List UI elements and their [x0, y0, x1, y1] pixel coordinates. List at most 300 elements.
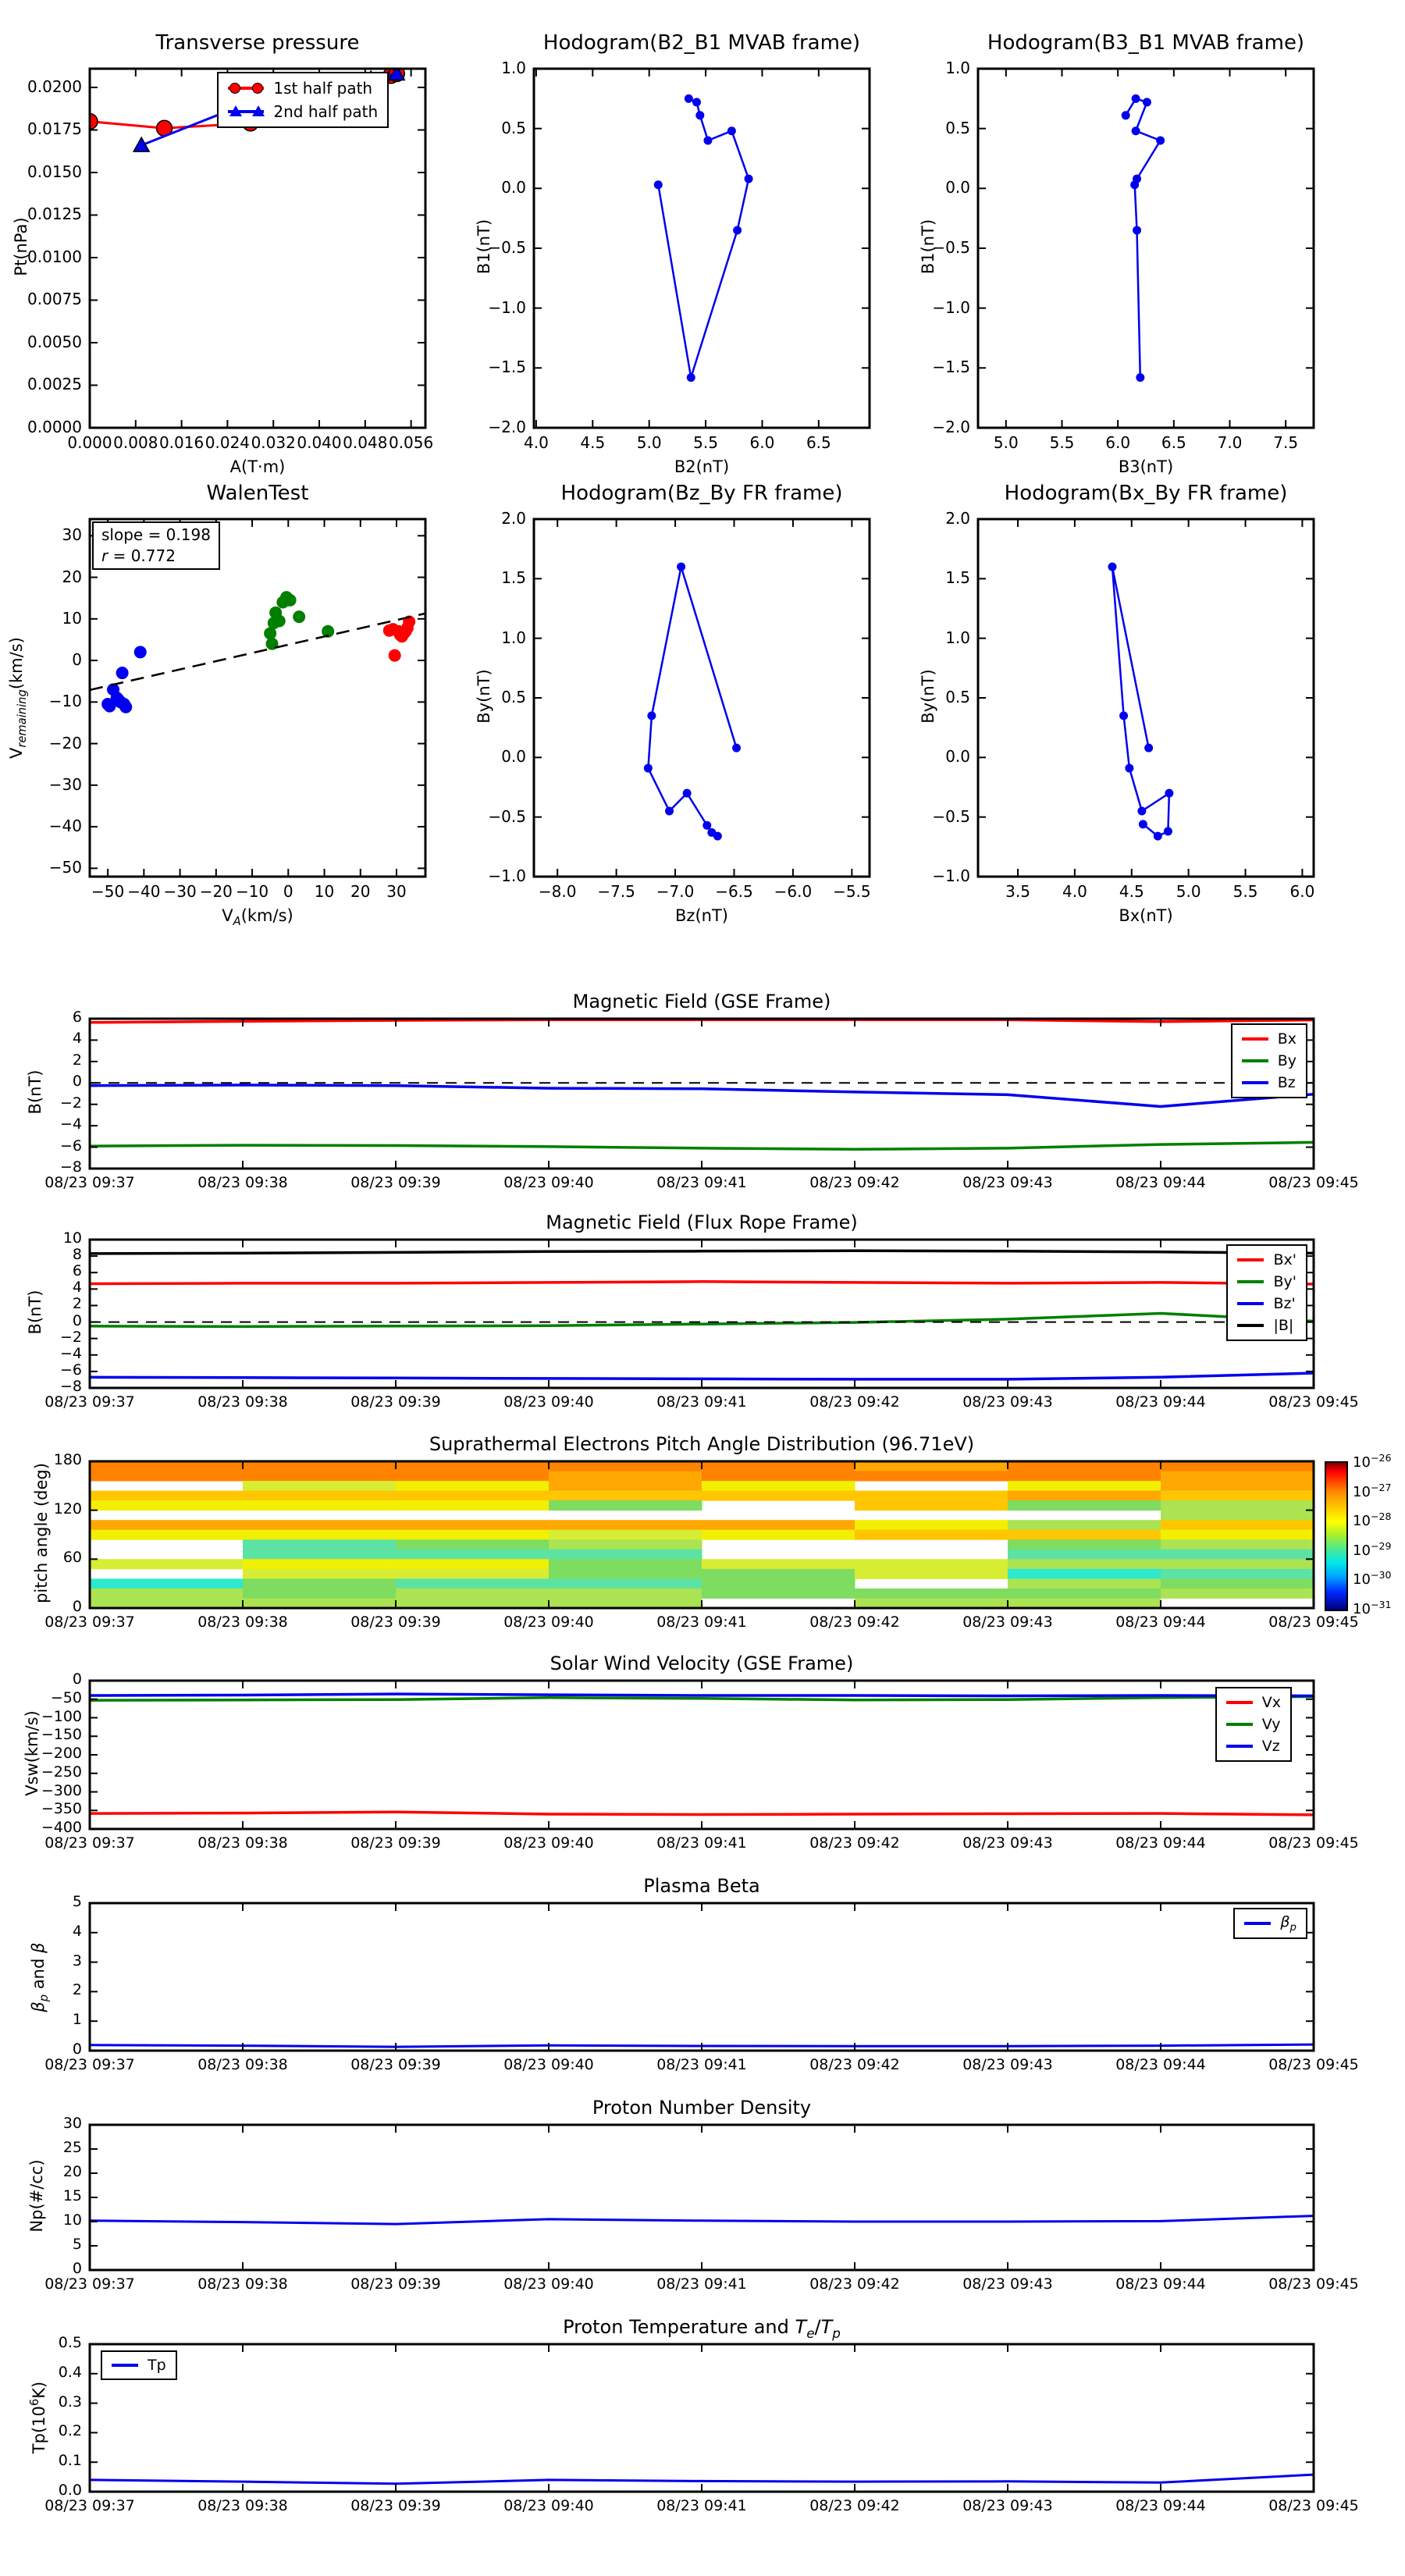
- transverse-pressure-legend-item: [228, 100, 378, 123]
- legend-line-swatch: [1237, 1280, 1264, 1283]
- walen-test-ytick-label: −20: [48, 733, 82, 753]
- beta-ytick-label: 2: [72, 1981, 82, 1999]
- pad-xtick-label: 08/23 09:42: [809, 1614, 900, 1631]
- beta-plot: [90, 1903, 1314, 2051]
- legend-line-swatch: [1237, 1302, 1264, 1305]
- legend-triangle-marker-icon: [229, 105, 242, 116]
- hodogram-b2-b1-title: Hodogram(B2_B1 MVAB frame): [542, 31, 861, 55]
- vsw-legend-item: [1226, 1713, 1281, 1735]
- tp-xtick-label: 08/23 09:45: [1268, 2497, 1359, 2514]
- tp-legend: [101, 2350, 177, 2380]
- walen-test-xtick-label: −30: [163, 882, 197, 901]
- mag-gse-plot: [90, 1019, 1314, 1169]
- hodogram-bx-by-xtick-label: 4.0: [1062, 882, 1087, 901]
- legend-triangle-marker-icon: [252, 105, 265, 116]
- transverse-pressure-xtick-label: 0.048: [343, 433, 388, 452]
- mag-gse-xtick-label: 08/23 09:44: [1115, 1174, 1206, 1191]
- pad-xtick-label: 08/23 09:39: [350, 1614, 441, 1631]
- hodogram-b2-b1-ytick-label: −1.0: [488, 297, 526, 317]
- pad-xtick-label: 08/23 09:40: [503, 1614, 594, 1631]
- vsw-xtick-label: 08/23 09:43: [962, 1834, 1053, 1852]
- vsw-ytick-label: −350: [41, 1800, 82, 1818]
- walen-test-xtick-label: 0: [283, 882, 293, 901]
- hodogram-bz-by-ylabel: By(nT): [475, 669, 493, 724]
- hodogram-bx-by-ytick-label: 1.5: [945, 568, 970, 588]
- colorbar-tick-label: $10^{-28}$: [1353, 1510, 1392, 1530]
- hodogram-b2-b1-ytick-label: 0.5: [501, 118, 526, 137]
- hodogram-bz-by-plot: [534, 519, 870, 877]
- pad-plot: [90, 1461, 1314, 1609]
- walen-test-ytick-label: 20: [62, 567, 82, 586]
- hodogram-b3-b1-xtick-label: 5.0: [993, 433, 1019, 452]
- np-density-ylabel: Np(#/cc): [27, 2159, 46, 2233]
- mag-gse-ytick-label: −8: [59, 1158, 82, 1176]
- hodogram-bx-by-xtick-label: 5.5: [1232, 882, 1258, 901]
- walen-test-xtick-label: 20: [350, 882, 371, 901]
- transverse-pressure-xtick-label: 0.000: [67, 433, 112, 452]
- hodogram-bz-by-ytick-label: 1.0: [501, 628, 526, 647]
- hodogram-bz-by-xtick-label: −8.0: [538, 882, 577, 901]
- hodogram-bz-by-xtick-label: −7.5: [597, 882, 635, 901]
- np-density-xtick-label: 08/23 09:45: [1268, 2275, 1359, 2293]
- hodogram-bx-by-xtick-label: 5.0: [1176, 882, 1201, 901]
- colorbar-tick-label: $10^{-30}$: [1353, 1569, 1392, 1589]
- pad-ylabel: pitch angle (deg): [32, 1463, 51, 1603]
- beta-ylabel: $\beta_p$ and β: [28, 1942, 52, 2012]
- hodogram-bx-by-ytick-label: 2.0: [945, 509, 970, 528]
- transverse-pressure-title: Transverse pressure: [155, 31, 360, 55]
- hodogram-b3-b1-title: Hodogram(B3_B1 MVAB frame): [987, 31, 1305, 55]
- pad-xtick-label: 08/23 09:37: [44, 1614, 135, 1631]
- transverse-pressure-ytick-label: 0.0025: [27, 375, 82, 394]
- hodogram-b3-b1-xtick-label: 5.5: [1049, 433, 1075, 452]
- mag-fr-ytick-label: −4: [59, 1344, 82, 1362]
- vsw-xtick-label: 08/23 09:39: [350, 1834, 441, 1852]
- transverse-pressure-ytick-label: 0.0050: [27, 332, 82, 351]
- np-density-ytick-label: 30: [62, 2115, 82, 2132]
- hodogram-bx-by-ylabel: By(nT): [919, 669, 937, 724]
- hodogram-b2-b1-plot: [534, 69, 870, 428]
- tp-ylabel: $Tp(10^6K)$: [28, 2381, 48, 2453]
- mag-fr-ytick-label: −8: [59, 1378, 82, 1395]
- np-density-ytick-label: 10: [62, 2211, 82, 2229]
- mag-fr-ytick-label: 2: [72, 1295, 82, 1313]
- walen-test-xtick-label: −50: [91, 882, 125, 901]
- legend-line-swatch: [1226, 1745, 1253, 1748]
- vsw-xtick-label: 08/23 09:42: [809, 1834, 900, 1852]
- np-density-ytick-label: 25: [62, 2139, 82, 2156]
- vsw-xtick-label: 08/23 09:44: [1115, 1834, 1206, 1852]
- hodogram-bx-by-ytick-label: 0.5: [945, 688, 970, 706]
- walen-test-xtick-label: −10: [235, 882, 269, 901]
- beta-xtick-label: 08/23 09:40: [503, 2056, 594, 2073]
- colorbar: [1325, 1461, 1348, 1611]
- np-density-title: Proton Number Density: [592, 2097, 812, 2119]
- mag-gse-xtick-label: 08/23 09:41: [656, 1174, 747, 1191]
- hodogram-b3-b1-ytick-label: −2.0: [932, 418, 970, 436]
- np-density-xtick-label: 08/23 09:38: [197, 2275, 288, 2293]
- mag-fr-xtick-label: 08/23 09:45: [1268, 1393, 1359, 1411]
- mag-gse-ytick-label: −2: [59, 1094, 82, 1112]
- pad-xtick-label: 08/23 09:45: [1268, 1614, 1359, 1631]
- hodogram-b3-b1-ytick-label: 1.0: [945, 59, 970, 77]
- beta-xtick-label: 08/23 09:38: [197, 2056, 288, 2073]
- mag-gse-legend-item: [1242, 1050, 1297, 1072]
- legend-label: By': [1273, 1273, 1297, 1290]
- colorbar-tick-label: $10^{-27}$: [1353, 1481, 1392, 1500]
- walen-test-ytick-label: −50: [48, 858, 82, 877]
- mag-gse-legend-item: [1242, 1072, 1297, 1094]
- hodogram-b2-b1-xtick-label: 6.5: [806, 433, 831, 452]
- mag-fr-ytick-label: 0: [72, 1311, 82, 1329]
- pad-xtick-label: 08/23 09:44: [1115, 1614, 1206, 1631]
- beta-legend: [1233, 1908, 1307, 1939]
- legend-circle-marker-icon: [229, 83, 240, 94]
- legend-line-swatch: [228, 110, 264, 113]
- legend-label: Bz: [1277, 1074, 1296, 1091]
- transverse-pressure-ytick-label: 0.0075: [27, 290, 82, 309]
- np-density-xtick-label: 08/23 09:42: [809, 2275, 900, 2293]
- pad-ytick-label: 0: [72, 1598, 82, 1615]
- hodogram-b2-b1-xlabel: B2(nT): [674, 457, 730, 476]
- transverse-pressure-ylabel: Pt(nPa): [12, 217, 30, 276]
- mag-fr-ytick-label: 8: [72, 1246, 82, 1264]
- mag-fr-xtick-label: 08/23 09:38: [197, 1393, 288, 1411]
- np-density-xtick-label: 08/23 09:44: [1115, 2275, 1206, 2293]
- transverse-pressure-xtick-label: 0.024: [205, 433, 251, 452]
- mag-fr-ytick-label: −2: [59, 1328, 82, 1346]
- colorbar-tick-label: $10^{-26}$: [1353, 1452, 1392, 1471]
- mag-fr-ytick-label: 10: [62, 1229, 82, 1247]
- hodogram-bz-by-title: Hodogram(Bz_By FR frame): [560, 482, 843, 505]
- mag-fr-legend-item: [1237, 1249, 1297, 1271]
- beta-xtick-label: 08/23 09:39: [350, 2056, 441, 2073]
- np-density-ytick-label: 15: [62, 2187, 82, 2204]
- hodogram-bx-by-ytick-label: 0.0: [945, 747, 970, 767]
- pad-title: Suprathermal Electrons Pitch Angle Distribution (96.71eV): [429, 1433, 975, 1455]
- legend-line-swatch: [1237, 1324, 1264, 1327]
- hodogram-b3-b1-ytick-label: 0.0: [945, 178, 970, 197]
- tp-xtick-label: 08/23 09:42: [809, 2497, 900, 2514]
- mag-gse-legend: [1231, 1023, 1307, 1098]
- tp-ytick-label: 0.0: [58, 2482, 82, 2499]
- tp-xtick-label: 08/23 09:39: [350, 2497, 441, 2514]
- hodogram-bz-by-xtick-label: −5.5: [833, 882, 871, 901]
- hodogram-bx-by-ytick-label: 1.0: [945, 628, 970, 647]
- colorbar-tick-label: $10^{-31}$: [1353, 1599, 1392, 1617]
- hodogram-bz-by-ytick-label: 0.0: [501, 747, 526, 767]
- walen-test-ylabel: $V_{remaining}(km/s)$: [6, 637, 30, 760]
- tp-ytick-label: 0.3: [58, 2393, 82, 2411]
- vsw-title: Solar Wind Velocity (GSE Frame): [550, 1653, 854, 1674]
- mag-fr-xtick-label: 08/23 09:39: [350, 1393, 441, 1411]
- mag-gse-ytick-label: 2: [72, 1051, 82, 1069]
- colorbar-tick-label: $10^{-29}$: [1353, 1539, 1392, 1559]
- walen-test-ytick-label: −10: [48, 692, 82, 711]
- vsw-ytick-label: −150: [41, 1726, 82, 1744]
- beta-ytick-label: 5: [72, 1893, 82, 1910]
- hodogram-b3-b1-plot: [978, 69, 1314, 428]
- vsw-legend-item: [1226, 1735, 1281, 1757]
- mag-fr-ylabel: B(nT): [26, 1290, 44, 1335]
- mag-fr-legend-item: [1237, 1315, 1297, 1336]
- tp-xtick-label: 08/23 09:40: [503, 2497, 594, 2514]
- pad-xtick-label: 08/23 09:38: [197, 1614, 288, 1631]
- beta-xtick-label: 08/23 09:45: [1268, 2056, 1359, 2073]
- mag-fr-xtick-label: 08/23 09:44: [1115, 1393, 1206, 1411]
- beta-xtick-label: 08/23 09:37: [44, 2056, 135, 2073]
- mag-gse-xtick-label: 08/23 09:43: [962, 1174, 1053, 1191]
- tp-ytick-label: 0.1: [58, 2452, 82, 2470]
- legend-label: Bz': [1273, 1295, 1296, 1312]
- tp-legend-item: [112, 2355, 166, 2375]
- vsw-xtick-label: 08/23 09:41: [656, 1834, 747, 1852]
- beta-ytick-label: 3: [72, 1952, 82, 1969]
- legend-line-swatch: [1226, 1723, 1253, 1726]
- walen-test-ytick-label: 30: [62, 525, 82, 545]
- mag-fr-legend-item: [1237, 1271, 1297, 1293]
- hodogram-b3-b1-xtick-label: 7.0: [1217, 433, 1243, 452]
- hodogram-b3-b1-ytick-label: −1.0: [932, 297, 970, 317]
- mag-gse-ytick-label: 0: [72, 1073, 82, 1091]
- hodogram-b2-b1-ytick-label: 0.0: [501, 178, 526, 197]
- mag-gse-xtick-label: 08/23 09:40: [503, 1174, 594, 1191]
- legend-label: Vx: [1261, 1694, 1281, 1711]
- hodogram-b3-b1-xtick-label: 6.5: [1161, 433, 1186, 452]
- pad-ytick-label: 120: [53, 1500, 82, 1517]
- hodogram-b2-b1-xtick-label: 5.5: [693, 433, 718, 452]
- tp-xtick-label: 08/23 09:43: [962, 2497, 1053, 2514]
- walen-test-xtick-label: 30: [386, 882, 407, 901]
- hodogram-b2-b1-xtick-label: 6.0: [749, 433, 775, 452]
- legend-circle-marker-icon: [252, 83, 263, 94]
- mag-gse-ytick-label: −4: [59, 1115, 82, 1133]
- hodogram-b2-b1-ylabel: B1(nT): [475, 219, 493, 275]
- hodogram-bz-by-xtick-label: −6.5: [715, 882, 753, 901]
- legend-label: Vy: [1261, 1716, 1281, 1733]
- mag-fr-xtick-label: 08/23 09:41: [656, 1393, 747, 1411]
- vsw-ytick-label: −400: [41, 1819, 82, 1836]
- tp-ytick-label: 0.4: [58, 2363, 82, 2381]
- mag-gse-legend-item: [1242, 1028, 1297, 1050]
- mag-fr-ytick-label: 4: [72, 1279, 82, 1297]
- tp-plot: [90, 2344, 1314, 2492]
- beta-title: Plasma Beta: [643, 1875, 760, 1897]
- hodogram-b3-b1-xtick-label: 6.0: [1105, 433, 1131, 452]
- mag-gse-xtick-label: 08/23 09:38: [197, 1174, 288, 1191]
- transverse-pressure-legend: [217, 72, 389, 128]
- hodogram-b2-b1-ytick-label: 1.0: [501, 59, 526, 77]
- walen-test-title: WalenTest: [206, 482, 309, 505]
- mag-fr-title: Magnetic Field (Flux Rope Frame): [546, 1212, 858, 1233]
- vsw-ytick-label: −50: [50, 1688, 82, 1706]
- vsw-xtick-label: 08/23 09:37: [44, 1834, 135, 1852]
- mag-gse-ytick-label: −6: [59, 1137, 82, 1155]
- legend-label: 1st half path: [273, 79, 373, 98]
- beta-ytick-label: 1: [72, 2011, 82, 2029]
- mag-fr-ytick-label: −6: [59, 1361, 82, 1379]
- hodogram-bx-by-xtick-label: 3.5: [1005, 882, 1030, 901]
- beta-xtick-label: 08/23 09:41: [656, 2056, 747, 2073]
- tp-xtick-label: 08/23 09:41: [656, 2497, 747, 2514]
- beta-xtick-label: 08/23 09:43: [962, 2056, 1053, 2073]
- hodogram-bx-by-ytick-label: −1.0: [932, 866, 970, 885]
- pad-xtick-label: 08/23 09:43: [962, 1614, 1053, 1631]
- walen-test-ytick-label: 10: [62, 608, 82, 628]
- hodogram-bz-by-xtick-label: −7.0: [656, 882, 695, 901]
- mag-gse-ytick-label: 4: [72, 1030, 82, 1048]
- legend-label: Tp: [148, 2357, 166, 2374]
- hodogram-bz-by-xtick-label: −6.0: [774, 882, 813, 901]
- vsw-legend-item: [1226, 1692, 1281, 1713]
- legend-label: Bx: [1277, 1030, 1297, 1048]
- mag-gse-xtick-label: 08/23 09:39: [350, 1174, 441, 1191]
- np-density-xtick-label: 08/23 09:40: [503, 2275, 594, 2293]
- transverse-pressure-xlabel: A(T·m): [229, 457, 286, 476]
- legend-label: By: [1277, 1052, 1297, 1069]
- mag-gse-xtick-label: 08/23 09:37: [44, 1174, 135, 1191]
- tp-ytick-label: 0.5: [58, 2334, 82, 2351]
- legend-label: 2nd half path: [273, 102, 379, 121]
- vsw-xtick-label: 08/23 09:38: [197, 1834, 288, 1852]
- transverse-pressure-xtick-label: 0.056: [388, 433, 434, 452]
- vsw-plot: [90, 1681, 1314, 1829]
- beta-xtick-label: 08/23 09:44: [1115, 2056, 1206, 2073]
- beta-legend-item: [1244, 1912, 1297, 1934]
- pad-ytick-label: 60: [62, 1549, 82, 1567]
- np-density-ytick-label: 5: [72, 2236, 82, 2253]
- hodogram-b2-b1-ytick-label: −2.0: [488, 418, 526, 436]
- pad-ytick-label: 180: [53, 1451, 82, 1468]
- hodogram-b2-b1-xtick-label: 4.5: [580, 433, 606, 452]
- walen-test-textbox: slope = 0.198 r = 0.772: [92, 521, 220, 570]
- beta-xtick-label: 08/23 09:42: [809, 2056, 900, 2073]
- walen-test-ytick-label: 0: [72, 650, 82, 670]
- legend-label: Bx': [1273, 1251, 1297, 1268]
- transverse-pressure-xtick-label: 0.008: [113, 433, 158, 452]
- transverse-pressure-ytick-label: 0.0150: [27, 162, 82, 181]
- hodogram-b3-b1-ylabel: B1(nT): [919, 219, 937, 275]
- pad-xtick-label: 08/23 09:41: [656, 1614, 747, 1631]
- np-density-xtick-label: 08/23 09:41: [656, 2275, 747, 2293]
- vsw-ytick-label: −100: [41, 1707, 82, 1725]
- vsw-xtick-label: 08/23 09:40: [503, 1834, 594, 1852]
- hodogram-bx-by-ytick-label: −0.5: [932, 806, 970, 826]
- mag-fr-xtick-label: 08/23 09:37: [44, 1393, 135, 1411]
- transverse-pressure-xtick-label: 0.016: [158, 433, 205, 452]
- mag-fr-legend: [1226, 1244, 1307, 1341]
- vsw-ytick-label: 0: [72, 1670, 82, 1688]
- hodogram-bx-by-xtick-label: 4.5: [1119, 882, 1144, 901]
- tp-xtick-label: 08/23 09:38: [197, 2497, 288, 2514]
- tp-ytick-label: 0.2: [58, 2422, 82, 2440]
- vsw-ytick-label: −300: [41, 1781, 82, 1799]
- hodogram-bx-by-title: Hodogram(Bx_By FR frame): [1004, 482, 1288, 505]
- vsw-legend: [1215, 1687, 1292, 1762]
- hodogram-b3-b1-xtick-label: 7.5: [1273, 433, 1299, 452]
- transverse-pressure-ytick-label: 0.0200: [27, 76, 82, 96]
- transverse-pressure-ytick-label: 0.0175: [27, 119, 82, 139]
- legend-line-swatch: [1244, 1922, 1271, 1925]
- legend-line-swatch: [1242, 1081, 1268, 1084]
- vsw-xtick-label: 08/23 09:45: [1268, 1834, 1359, 1852]
- vsw-series-Vz: [90, 1694, 1314, 1695]
- np-density-ytick-label: 0: [72, 2260, 82, 2277]
- np-density-xtick-label: 08/23 09:43: [962, 2275, 1053, 2293]
- legend-line-swatch: [1226, 1701, 1253, 1704]
- walen-test-xlabel: $V_A(km/s)$: [222, 906, 293, 929]
- vsw-ytick-label: −250: [41, 1763, 82, 1781]
- transverse-pressure-xtick-label: 0.032: [251, 433, 296, 452]
- transverse-pressure-ytick-label: 0.0100: [27, 247, 82, 266]
- walen-test-ytick-label: −40: [48, 817, 82, 836]
- np-density-ytick-label: 20: [62, 2163, 82, 2180]
- hodogram-bz-by-ytick-label: 2.0: [501, 509, 526, 528]
- mag-fr-plot: [90, 1240, 1314, 1388]
- hodogram-b3-b1-ytick-label: −1.5: [932, 358, 970, 377]
- mag-gse-xtick-label: 08/23 09:42: [809, 1174, 900, 1191]
- tp-title: Proton Temperature and $T_e/T_p$: [563, 2316, 841, 2341]
- hodogram-bx-by-xlabel: Bx(nT): [1119, 906, 1173, 925]
- legend-line-swatch: [228, 87, 264, 90]
- legend-label: $\beta_p$: [1280, 1913, 1297, 1934]
- vsw-ytick-label: −200: [41, 1745, 82, 1762]
- hodogram-bz-by-ytick-label: −1.0: [488, 866, 526, 885]
- mag-fr-ytick-label: 6: [72, 1262, 82, 1280]
- hodogram-b3-b1-xlabel: B3(nT): [1118, 457, 1174, 476]
- legend-label: |B|: [1273, 1317, 1294, 1334]
- legend-line-swatch: [1242, 1059, 1268, 1062]
- beta-ytick-label: 0: [72, 2041, 82, 2058]
- transverse-pressure-xtick-label: 0.040: [297, 433, 342, 452]
- hodogram-bz-by-ytick-label: 1.5: [501, 568, 526, 588]
- transverse-pressure-ytick-label: 0.0000: [27, 418, 82, 436]
- walen-test-plot: [90, 519, 425, 877]
- legend-label: Vz: [1261, 1738, 1280, 1755]
- transverse-pressure-legend-item: [228, 76, 378, 100]
- hodogram-bz-by-ytick-label: −0.5: [488, 806, 526, 826]
- mag-fr-xtick-label: 08/23 09:40: [503, 1393, 594, 1411]
- walen-test-xtick-label: −20: [199, 882, 233, 901]
- walen-test-xtick-label: −40: [127, 882, 161, 901]
- mag-fr-xtick-label: 08/23 09:43: [962, 1393, 1053, 1411]
- tp-xtick-label: 08/23 09:44: [1115, 2497, 1206, 2514]
- beta-ytick-label: 4: [72, 1922, 82, 1940]
- hodogram-bx-by-xtick-label: 6.0: [1289, 882, 1315, 901]
- np-density-xtick-label: 08/23 09:37: [44, 2275, 135, 2293]
- hodogram-bz-by-ytick-label: 0.5: [501, 688, 526, 706]
- hodogram-b2-b1-ytick-label: −1.5: [488, 358, 526, 377]
- walen-test-ytick-label: −30: [48, 774, 82, 794]
- hodogram-bx-by-plot: [978, 519, 1314, 877]
- mag-gse-ylabel: B(nT): [26, 1069, 44, 1115]
- hodogram-b3-b1-ytick-label: −0.5: [932, 238, 970, 257]
- hodogram-b2-b1-xtick-label: 4.0: [523, 433, 549, 452]
- np-density-xtick-label: 08/23 09:39: [350, 2275, 441, 2293]
- np-density-plot: [90, 2125, 1314, 2270]
- mag-fr-xtick-label: 08/23 09:42: [809, 1393, 900, 1411]
- hodogram-b2-b1-ytick-label: −0.5: [488, 238, 526, 257]
- legend-line-swatch: [1237, 1258, 1264, 1261]
- mag-gse-xtick-label: 08/23 09:45: [1268, 1174, 1359, 1191]
- mag-gse-ytick-label: 6: [72, 1009, 82, 1026]
- tp-xtick-label: 08/23 09:37: [44, 2497, 135, 2514]
- hodogram-b2-b1-xtick-label: 5.0: [636, 433, 662, 452]
- mag-gse-title: Magnetic Field (GSE Frame): [572, 991, 831, 1012]
- legend-line-swatch: [1242, 1037, 1268, 1041]
- vsw-ylabel: Vsw(km/s): [23, 1710, 41, 1796]
- hodogram-b3-b1-ytick-label: 0.5: [945, 118, 970, 137]
